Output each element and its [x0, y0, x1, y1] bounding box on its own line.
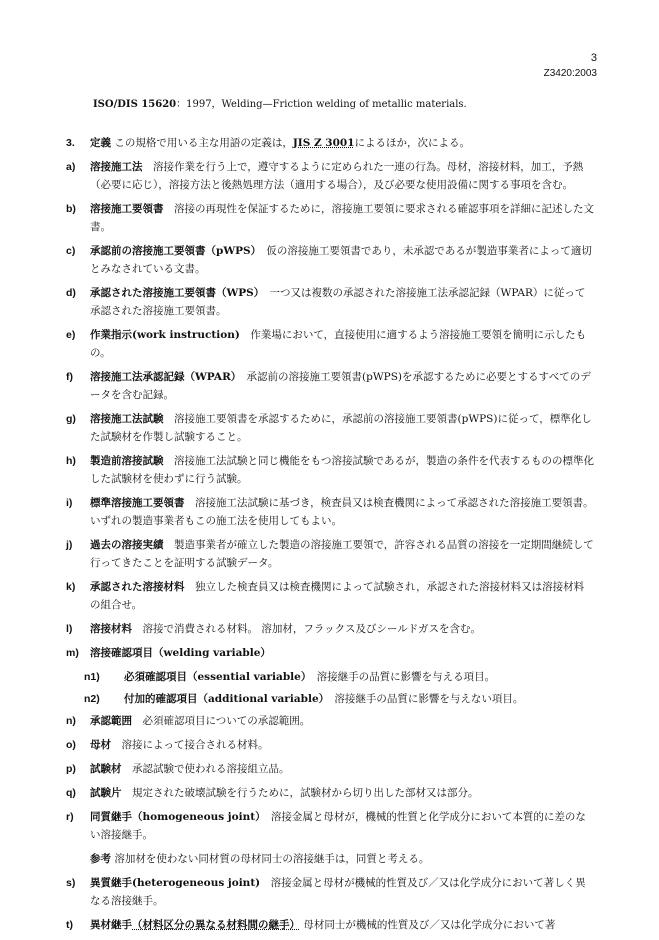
entry-key: t)	[66, 919, 73, 931]
entry-key: n1)	[84, 671, 100, 683]
entry-term: 母材	[90, 739, 111, 751]
entry-text: 承認前の溶接施工要領書(pWPS)を承認するために必要とするすべてのデータを含む記録。	[90, 371, 591, 401]
definition-entry	[66, 808, 594, 844]
entry-text: 一つ又は複数の承認された溶接施工法承認記録（WPAR）に従って承認された溶接施工要領書。	[90, 287, 586, 317]
entry-key: n2)	[84, 693, 100, 705]
subdefinition-entry	[66, 690, 594, 708]
subdefinition-entry	[66, 668, 594, 686]
definition-entry	[66, 536, 594, 572]
entry-term: 作業指示(work instruction)	[90, 329, 240, 341]
entry-text: 溶接金属と母材が機械的性質及び／又は化学成分において著しく異なる溶接継手。	[90, 877, 586, 907]
definition-entry	[66, 644, 594, 662]
entry-text: 独立した検査員又は検査機関によって試験され，承認された溶接材料又は溶接材料の組合せ。	[90, 581, 585, 611]
entry-text: 溶接施工法試験と同じ機能をもつ溶接試験であるが，製造の条件を代表するものの標準化した試験材を使わずに行う試験。	[90, 455, 594, 485]
entry-key: i)	[66, 497, 73, 509]
entry-text: 溶接施工法試験に基づき，検査員又は検査機関によって承認された溶接施工要領書。いずれの製造事業者もこの施工法を使用してもよい。	[90, 497, 594, 527]
reference-line	[93, 95, 467, 110]
definition-entry	[66, 578, 594, 614]
definitions-body	[66, 134, 594, 940]
definition-entry	[66, 620, 594, 638]
definition-entry	[66, 158, 594, 194]
reference-id: ISO/DIS 15620	[93, 99, 177, 110]
entry-term: 溶接材料	[90, 623, 132, 635]
entry-term: 承認された溶接施工要領書（WPS）	[90, 287, 260, 299]
entry-key: c)	[66, 245, 76, 257]
entry-text: 規定された破壊試験を行うために，試験材から切り出した部材又は部分。	[132, 787, 479, 799]
entry-key: j)	[66, 539, 73, 551]
entry-text: 溶接によって接合される材料。	[121, 739, 269, 751]
entry-term: 溶接施工法承認記録（WPAR）	[90, 371, 237, 383]
entry-term: 標準溶接施工要領書	[90, 497, 185, 509]
entry-text: 溶接金属と母材が，機械的性質と化学成分において本質的に差のない溶接継手。	[90, 811, 586, 841]
entry-term: 溶接施工法試験	[90, 413, 164, 425]
note	[66, 850, 594, 868]
entry-text: 必須確認項目についての承認範囲。	[142, 715, 311, 727]
entry-term: 溶接施工要領書	[90, 203, 164, 215]
entry-key: h)	[66, 455, 76, 467]
section-number: 3.	[66, 137, 75, 149]
note-label: 参考	[90, 853, 111, 865]
entry-key: e)	[66, 329, 76, 341]
entry-term-paren: （材料区分の異なる材料間の継手）	[132, 919, 300, 931]
definition-entry	[66, 452, 594, 488]
section-heading	[66, 134, 594, 152]
entry-key: f)	[66, 371, 73, 383]
entry-key: k)	[66, 581, 76, 593]
definition-entry	[66, 494, 594, 530]
entry-key: o)	[66, 739, 76, 751]
entry-term: 製造前溶接試験	[90, 455, 164, 467]
entry-key: q)	[66, 787, 76, 799]
definition-list-continued	[66, 712, 594, 844]
definition-entry	[66, 410, 594, 446]
page-number: 3	[590, 52, 597, 64]
entry-key: r)	[66, 811, 74, 823]
entry-text: 承認試験で使われる溶接組立品。	[132, 763, 290, 775]
definition-entry	[66, 242, 594, 278]
section-term: 定義	[90, 137, 111, 149]
entry-text: 溶接施工要領書を承認するために，承認前の溶接施工要領書(pWPS)に従って，標準化した試験材を作製し試験すること。	[90, 413, 592, 443]
entry-term: 溶接確認項目（welding variable）	[90, 647, 266, 659]
entry-term: 異質継手(heterogeneous joint)	[90, 877, 261, 889]
entry-term: 試験材	[90, 763, 122, 775]
entry-key: s)	[66, 877, 76, 889]
entry-key: l)	[66, 623, 73, 635]
entry-key: a)	[66, 161, 76, 173]
definition-entry	[66, 284, 594, 320]
entry-text: 溶接継手の品質に影響を与える項目。	[316, 671, 496, 683]
subdefinition-list	[66, 668, 594, 708]
entry-term: 必須確認項目（essential variable）	[124, 671, 307, 683]
entry-text: 仮の溶接施工要領書であり，未承認であるが製造事業者によって適切とみなされている文書。	[90, 245, 592, 275]
entry-term: 付加的確認項目（additional variable）	[124, 693, 324, 705]
entry-key: n)	[66, 715, 76, 727]
entry-key: d)	[66, 287, 76, 299]
note-text: 溶加材を使わない同材質の母材同士の溶接継手は，同質と考える。	[114, 853, 430, 865]
entry-term: 異材継手	[90, 919, 132, 931]
entry-text: 作業場において，直接使用に適するよう溶接施工要領を簡明に示したもの。	[90, 329, 587, 359]
entry-text: 製造事業者が確立した製造の溶接施工要領で，許容される品質の溶接を一定期間継続して行ってきたことを証明する試験データ。	[90, 539, 594, 569]
definition-entry	[66, 368, 594, 404]
section-text-before: この規格で用いる主な用語の定義は，	[114, 137, 293, 149]
definition-list	[66, 158, 594, 662]
definition-entry	[66, 874, 594, 910]
entry-text: 溶接で消費される材料。 溶加材，フラックス及びシールドガスを含む。	[142, 623, 481, 635]
definition-entry	[66, 760, 594, 778]
definition-entry	[66, 916, 594, 934]
referenced-standard: JIS Z 3001	[292, 137, 355, 149]
entry-term: 承認された溶接材料	[90, 581, 185, 593]
entry-text: 母材同士が機械的性質及び／又は化学成分において著	[303, 919, 556, 931]
entry-key: g)	[66, 413, 76, 425]
reference-text: ：1997，Welding—Friction welding of metallic materials.	[176, 99, 467, 110]
entry-text: 溶接継手の品質に影響を与えない項目。	[334, 693, 524, 705]
entry-term: 承認前の溶接施工要領書（pWPS）	[90, 245, 256, 257]
entry-text: 溶接作業を行う上で，遵守するように定められた一連の行為。母材，溶接材料，加工，予熱（必要に応じ），溶接方法と後熱処理方法（適用する場合），及び必要な使用設備に関する事項を含む。	[90, 161, 584, 191]
definition-list-final	[66, 874, 594, 910]
entry-term: 承認範囲	[90, 715, 132, 727]
entry-text: 溶接の再現性を保証するために，溶接施工要領に要求される確認事項を詳細に記述した文書。	[90, 203, 594, 233]
definition-entry	[66, 712, 594, 730]
entry-term: 溶接施工法	[90, 161, 143, 173]
definition-entry	[66, 326, 594, 362]
entry-key: m)	[66, 647, 79, 659]
definition-entry	[66, 736, 594, 754]
entry-term: 試験片	[90, 787, 122, 799]
definition-entry	[66, 784, 594, 802]
entry-key: b)	[66, 203, 76, 215]
definition-entry	[66, 200, 594, 236]
entry-key: p)	[66, 763, 76, 775]
standard-number: Z3420:2003	[543, 68, 597, 79]
entry-term: 過去の溶接実績	[90, 539, 164, 551]
entry-term: 同質継手（homogeneous joint）	[90, 811, 261, 823]
section-text-after: によるほか，次による。	[354, 137, 471, 149]
